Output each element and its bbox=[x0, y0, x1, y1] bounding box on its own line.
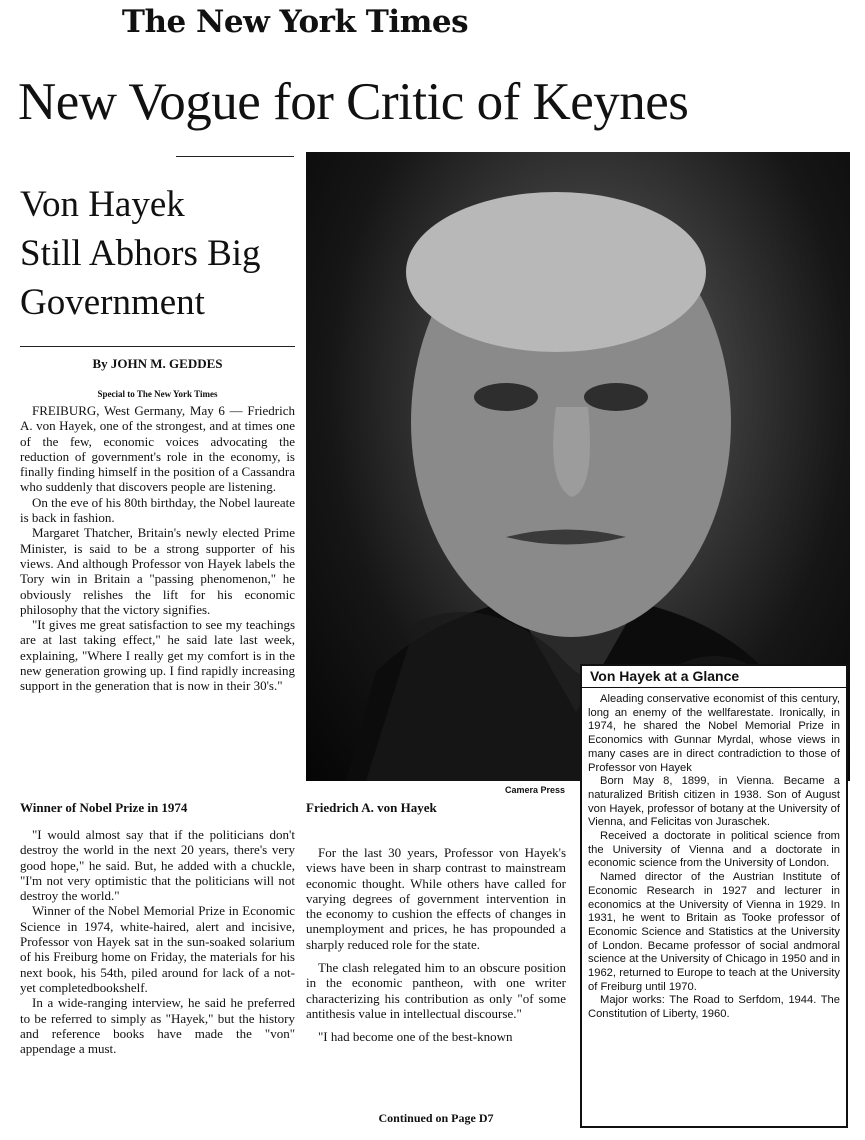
headline-divider bbox=[176, 156, 294, 157]
headline: New Vogue for Critic of Keynes bbox=[18, 73, 689, 131]
special-credit: Special to The New York Times bbox=[97, 389, 218, 399]
subheadline-line: Still Abhors Big bbox=[20, 233, 261, 274]
subheadline bbox=[20, 180, 305, 327]
right-eye bbox=[584, 383, 648, 411]
paragraph: FREIBURG, West Germany, May 6 — Friedrich A. von Hayek, one of the strongest, and at times one of the few, economic voices advocating the reduction of government's role in the economy, is finally finding himself in the position of a Cassandra who suddenly that discovers people are listening. bbox=[20, 403, 295, 495]
article-column-1 bbox=[20, 403, 295, 694]
glance-paragraph: Received a doctorate in political science from the University of Vienna and a doctorate in economic science from the University of London. bbox=[588, 830, 840, 870]
article-column-2 bbox=[306, 845, 566, 1045]
paragraph: In a wide-ranging interview, he said he preferred to be referred to simply as "Hayek," but the history and reference books have made the "von" appendage a must. bbox=[20, 995, 295, 1057]
glance-paragraph: Born May 8, 1899, in Vienna. Became a naturalized British citizen in 1938. Son of August von Hayek, professor of botany at the University of Vienna, and Felicitas von Juraschek. bbox=[588, 775, 840, 829]
glance-title: Von Hayek at a Glance bbox=[590, 668, 740, 684]
subheadline-line: Von Hayek bbox=[20, 184, 185, 225]
glance-text bbox=[588, 693, 840, 1022]
glance-paragraph: Aleading conservative economist of this century, long an enemy of the wellfarestate. Ironically, in 1974, he shared the Nobel Memorial Prize in Economics with Gunnar Myrdal, whose views in many cases are in direct contradiction to those of Professor von Hayek bbox=[588, 693, 840, 774]
glance-paragraph: Named director of the Austrian Institute of Economic Research in 1927 and lecturer in economics at the University of Vienna in 1929. In 1931, he went to Britain as Tooke professor of Economic Science and Statistics at the University of London. Became professor of social andmoral science at the University of Chicago in 1950 and in 1962, returned to Europe to teach at the University of Freiburg until 1970. bbox=[588, 871, 840, 993]
subheadline-line: Government bbox=[20, 282, 205, 323]
paragraph: The clash relegated him to an obscure position in the economic pantheon, with one writer characterizing his contribution as only "of some antithesis value in intellectual discourse." bbox=[306, 960, 566, 1021]
photo-caption: Friedrich A. von Hayek bbox=[306, 800, 437, 815]
byline: By JOHN M. GEDDES bbox=[92, 356, 223, 371]
paragraph: "I had become one of the best-known bbox=[318, 1029, 513, 1045]
masthead: The New York Times bbox=[121, 4, 469, 40]
paragraph: For the last 30 years, Professor von Hayek's views have been in sharp contrast to mainstream economic thought. While others have called for varying degrees of government intervention in the economy to cushion the effects of changes in unemployment and prices, he has propounded a sharply reduced role for the state. bbox=[306, 845, 566, 952]
byline-rule bbox=[20, 346, 295, 347]
paragraph: "I would almost say that if the politicians don't destroy the world in the next 20 years, there's very good hope," he said. But, he added with a chuckle, "I'm not very optimistic that the politicians will not destroy the world." bbox=[20, 827, 295, 904]
section-subhead: Winner of Nobel Prize in 1974 bbox=[20, 800, 188, 815]
paragraph: On the eve of his 80th birthday, the Nobel laureate is back in fashion. bbox=[20, 494, 295, 526]
paragraph: "It gives me great satisfaction to see my teachings are at last taking effect," he said late last week, explaining, "Where I really get my comfort is in the new generation growing up. I find rapidly increasing support in the generation that is now in their 30's." bbox=[20, 617, 295, 694]
photo-credit: Camera Press bbox=[504, 785, 565, 795]
glance-rule bbox=[582, 687, 846, 688]
glance-paragraph: Major works: The Road to Serfdom, 1944. The Constitution of Liberty, 1960. bbox=[588, 994, 840, 1021]
article-column-1-continued bbox=[20, 827, 295, 1056]
paragraph: Winner of the Nobel Memorial Prize in Economic Science in 1974, white-haired, alert and incisive, Professor von Hayek sat in the sun-soaked solarium of his Freiburg home on Friday, the materials for his next book, his 54th, piled around for lack of a not-yet completedbookshelf. bbox=[20, 903, 295, 995]
left-eye bbox=[474, 383, 538, 411]
hair-shape bbox=[406, 192, 706, 352]
continued-link[interactable]: Continued on Page D7 bbox=[378, 1111, 494, 1125]
paragraph: Margaret Thatcher, Britain's newly elected Prime Minister, is said to be a strong supporter of his views. And although Professor von Hayek labels the Tory win in Britain a "passing phenomenon," he obviously relishes the lift for his economic philosophy that the victory signifies. bbox=[20, 525, 295, 617]
